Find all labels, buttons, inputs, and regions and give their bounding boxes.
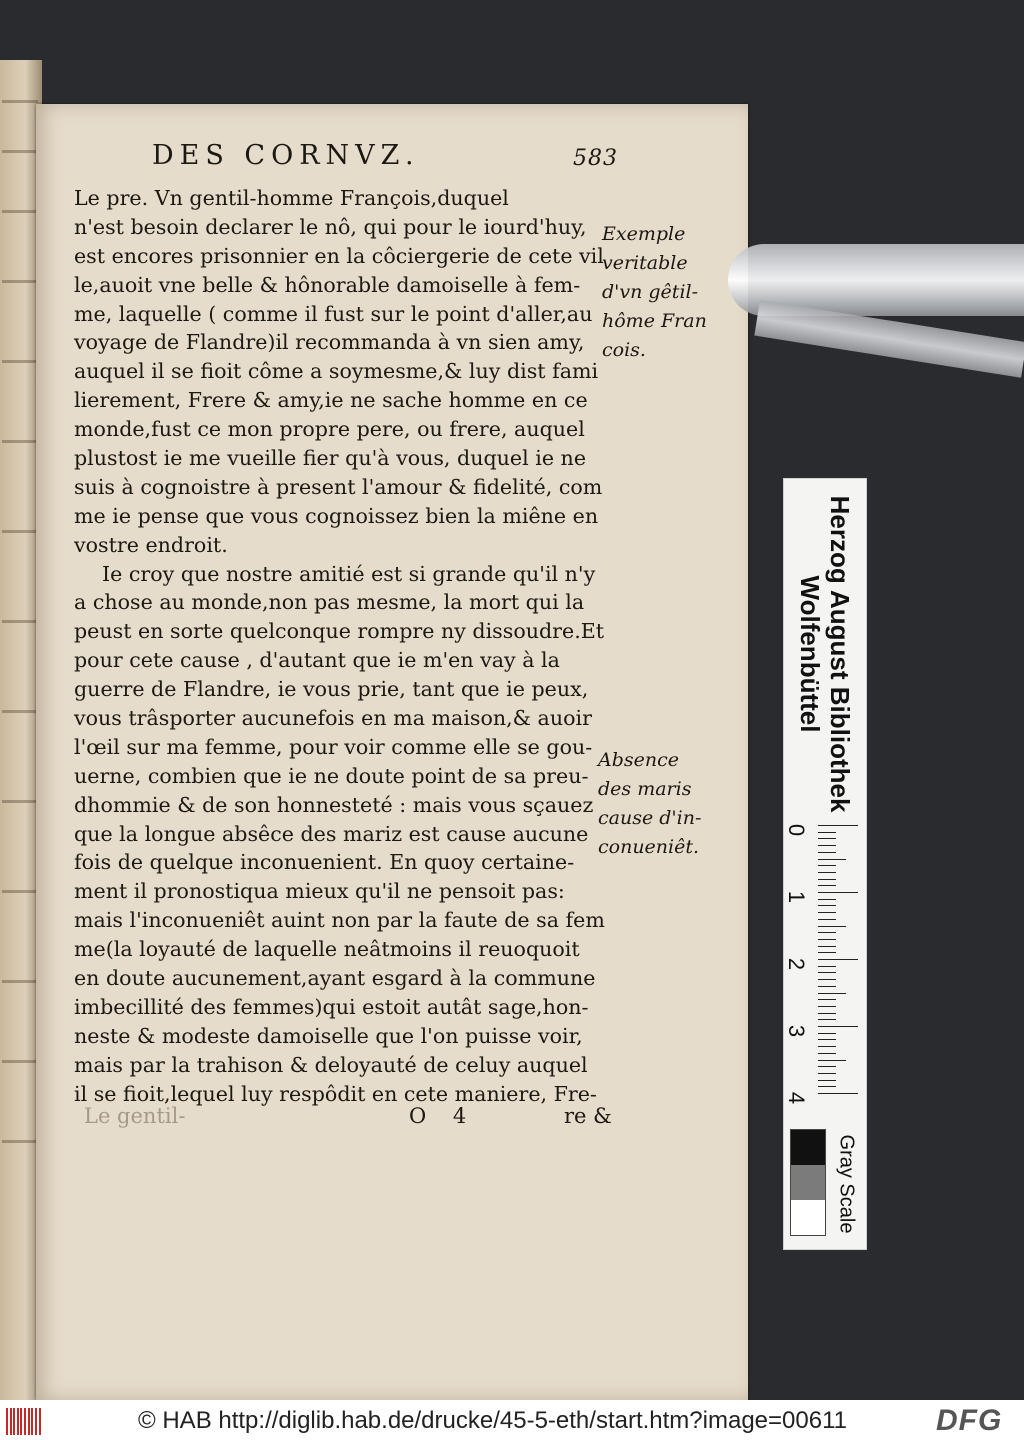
margin-note-line: Exemple <box>602 223 686 245</box>
ruler-number: 0 <box>784 823 810 837</box>
ruler-tick <box>818 939 836 940</box>
ruler-tick <box>818 1026 858 1027</box>
ruler-tick <box>818 1060 846 1061</box>
text-line: voyage de Flandre)il recommanda à vn sien amy, <box>74 330 585 355</box>
cm-ruler <box>784 823 866 1105</box>
margin-note-line: cause d'in- <box>598 807 702 829</box>
bleed-through-text: Le gentil- <box>84 1104 186 1128</box>
gray-swatch <box>791 1200 825 1235</box>
ruler-number: 1 <box>784 890 810 904</box>
ruler-tick <box>818 845 836 846</box>
text-line: l'œil sur ma femme, pour voir comme elle se gou- <box>74 734 593 759</box>
text-line: me, laquelle ( comme il fust sur le point d'aller,au <box>74 301 593 326</box>
page-footer <box>36 1104 636 1140</box>
text-line: uerne, combien que ie ne doute point de sa preu- <box>74 763 589 788</box>
ruler-tick <box>818 912 836 913</box>
ruler-tick <box>818 966 836 967</box>
text-line: dhommie & de son honnesteté : mais vous sçauez <box>74 792 594 817</box>
catchword: re & <box>564 1104 612 1128</box>
margin-note-line: hôme Fran <box>602 310 707 332</box>
margin-note-line: Absence <box>598 749 680 771</box>
ruler-number: 3 <box>784 1024 810 1038</box>
text-line: le,auoit vne belle & hônorable damoiselle à fem- <box>74 272 581 297</box>
text-line: a chose au monde,non pas mesme, la mort qui la <box>74 590 585 615</box>
text-line: fois de quelque inconuenient. En quoy certaine- <box>74 850 575 875</box>
ruler-tick <box>818 838 836 839</box>
footer-bar <box>0 1400 1024 1443</box>
ruler-tick <box>818 1019 836 1020</box>
text-line: il se fioit,lequel luy respôdit en cete maniere, Fre- <box>74 1081 597 1106</box>
ruler-tick <box>818 993 846 994</box>
library-name-text: Herzog August Bibliothek Wolfenbüttel <box>795 495 855 813</box>
ruler-tick <box>818 1033 836 1034</box>
ruler-tick <box>818 1086 836 1087</box>
ruler-tick <box>818 1073 836 1074</box>
gray-swatch <box>791 1165 825 1200</box>
ruler-tick <box>818 1046 836 1047</box>
text-line: que la longue absêce des mariz est cause aucune <box>74 821 589 846</box>
text-line: vous trâsporter aucunefois en ma maison,& auoir <box>74 706 592 731</box>
ruler-tick <box>818 1066 836 1067</box>
ruler-tick <box>818 1093 858 1094</box>
ruler-tick <box>818 852 836 853</box>
ruler-tick <box>818 926 846 927</box>
text-line: est encores prisonnier en la côciergerie de cete vil <box>74 243 604 268</box>
gray-scale-swatches <box>790 1129 826 1236</box>
ruler-tick <box>818 872 836 873</box>
ruler-tick <box>818 1053 836 1054</box>
text-line: plustost ie me vueille fier qu'à vous, duquel ie ne <box>74 446 587 471</box>
signature-mark: O 4 <box>409 1104 477 1128</box>
margin-note-line: d'vn gêtil- <box>602 281 699 303</box>
text-line: guerre de Flandre, ie vous prie, tant que ie peux, <box>74 677 589 702</box>
ruler-tick <box>818 905 836 906</box>
body-text <box>74 184 605 1109</box>
ruler-number: 4 <box>784 1091 810 1105</box>
ruler-tick <box>818 865 836 866</box>
dfg-logo: DFG <box>936 1404 1003 1437</box>
barcode-icon <box>6 1408 44 1435</box>
ruler-tick <box>818 986 836 987</box>
running-head <box>152 140 622 180</box>
text-line: n'est besoin declarer le nô, qui pour le iourd'huy, <box>74 214 587 239</box>
library-name <box>785 479 865 829</box>
margin-note <box>598 746 748 862</box>
text-line: auquel il se fioit côme a soymesme,& luy dist fami <box>74 359 599 384</box>
ruler-tick <box>818 979 836 980</box>
text-line: pour cete cause , d'autant que ie m'en vay à la <box>74 648 560 673</box>
ruler-tick <box>818 946 836 947</box>
ruler-tick <box>818 1013 836 1014</box>
text-line: neste & modeste damoiselle que l'on puisse voir, <box>74 1023 583 1048</box>
text-line: Le pre. Vn gentil-homme François,duquel <box>74 186 509 210</box>
ruler-tick <box>818 932 836 933</box>
ruler-tick <box>818 959 858 960</box>
gray-swatch <box>791 1130 825 1165</box>
text-line: ment il pronostiqua mieux qu'il ne pensoit pas: <box>74 879 565 904</box>
ruler-tick <box>818 892 858 893</box>
text-line: mais par la trahison & deloyauté de celuy auquel <box>74 1052 588 1077</box>
text-line: me ie pense que vous cognoissez bien la miêne en <box>74 503 599 528</box>
text-line: vostre endroit. <box>74 532 228 557</box>
text-line: suis à cognoistre à present l'amour & fidelité, com <box>74 474 603 499</box>
running-head-title: DES CORNVZ. <box>152 140 420 171</box>
margin-note-line: conueniêt. <box>598 836 700 858</box>
ruler-tick <box>818 952 836 953</box>
ruler-tick <box>818 919 836 920</box>
ruler-tick <box>818 899 836 900</box>
text-line: imbecillité des femmes)qui estoit autât sage,hon- <box>74 994 589 1019</box>
gray-scale-label-text: Gray Scale <box>835 1134 858 1234</box>
text-line: Ie croy que nostre amitié est si grande qu'il n'y <box>102 561 596 586</box>
margin-note-line: cois. <box>602 339 646 361</box>
margin-note-line: des maris <box>598 778 692 800</box>
text-line: peust en sorte quelconque rompre ny dissoudre.Et <box>74 619 605 644</box>
color-reference-card <box>783 478 867 1250</box>
text-line: mais l'inconueniêt auint non par la faute de sa fem <box>74 908 605 933</box>
ruler-tick <box>818 879 836 880</box>
ruler-tick <box>818 859 846 860</box>
book-page <box>36 104 748 1400</box>
ruler-tick <box>818 972 836 973</box>
ruler-tick <box>818 825 858 826</box>
ruler-tick <box>818 832 836 833</box>
page-number: 583 <box>573 146 618 171</box>
ruler-tick <box>818 1006 836 1007</box>
gray-scale-label <box>828 1129 864 1239</box>
ruler-tick <box>818 1080 836 1081</box>
text-line: en doute aucunement,ayant esgard à la commune <box>74 966 596 991</box>
text-line: lierement, Frere & amy,ie ne sache homme en ce <box>74 388 588 413</box>
ruler-tick <box>818 1039 836 1040</box>
text-line: me(la loyauté de laquelle neâtmoins il reuoquoit <box>74 937 580 962</box>
ruler-tick <box>818 885 836 886</box>
margin-note-line: veritable <box>602 252 688 274</box>
copyright-link[interactable]: © HAB http://diglib.hab.de/drucke/45-5-eth/start.htm?image=00611 <box>138 1407 847 1434</box>
ruler-tick <box>818 999 836 1000</box>
text-line: monde,fust ce mon propre pere, ou frere, auquel <box>74 417 585 442</box>
margin-note <box>602 220 742 365</box>
ruler-number: 2 <box>784 957 810 971</box>
